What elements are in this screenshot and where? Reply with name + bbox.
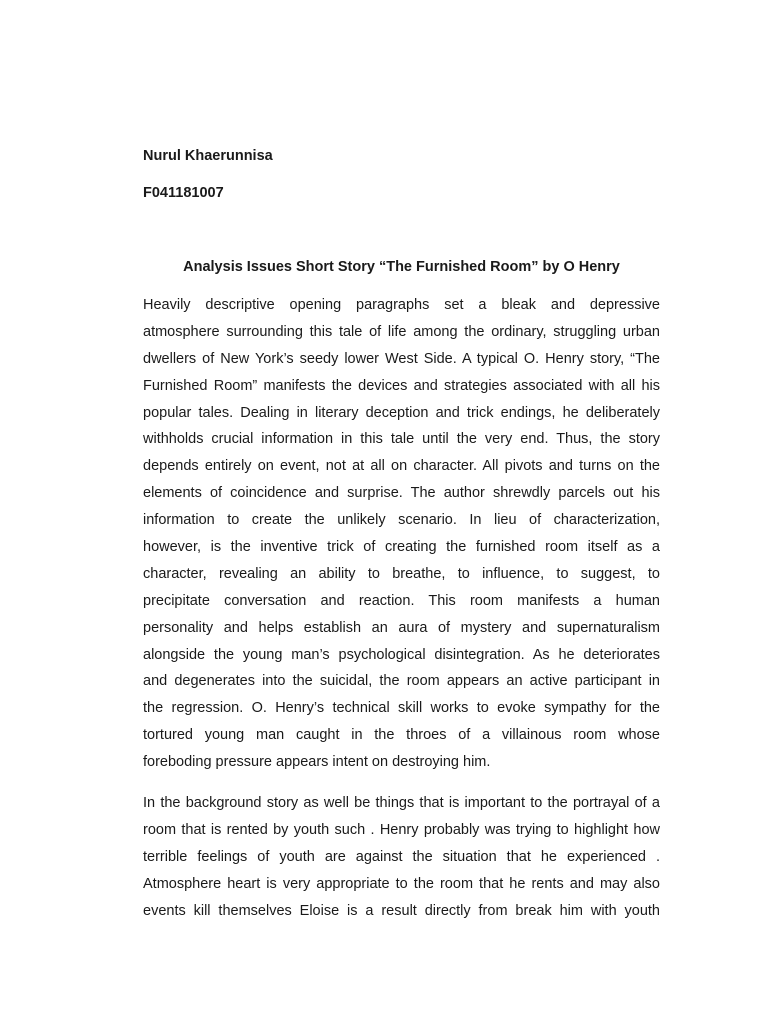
paragraph-line: Atmosphere heart is very appropriate to the room that he rents and may also [143,875,660,892]
paragraph-line: room that is rented by youth such . Henry probably was trying to highlight how [143,821,660,838]
paragraph [143,292,660,776]
paragraph-line: alongside the young man’s psychological disintegration. As he deteriorates [143,646,660,663]
paragraph-line: terrible feelings of youth are against the situation that he experienced . [143,848,660,865]
author-name: Nurul Khaerunnisa [143,148,273,164]
paragraph-line: Heavily descriptive opening paragraphs set a bleak and depressive [143,297,660,313]
paragraph-line: tortured young man caught in the throes of a villainous room whose [143,727,660,744]
student-id: F041181007 [143,185,224,201]
paragraph-line: precipitate conversation and reaction. This room manifests a human [143,592,660,609]
paragraph-line: depends entirely on event, not at all on character. All pivots and turns on the [143,458,660,475]
paragraph-line: character, revealing an ability to breathe, to influence, to suggest, to [143,565,660,582]
paragraph-line: information to create the unlikely scenario. In lieu of characterization, [143,512,660,529]
paragraph-line: events kill themselves Eloise is a result directly from break him with youth [143,902,660,919]
paragraph-line: In the background story as well be things that is important to the portrayal of a [143,795,660,812]
paragraph-line: Furnished Room” manifests the devices and strategies associated with all his [143,377,660,394]
paragraph-line: the regression. O. Henry’s technical skill works to evoke sympathy for the [143,700,660,717]
paragraph-line: personality and helps establish an aura of mystery and supernaturalism [143,619,660,636]
paragraph-line: elements of coincidence and surprise. The author shrewdly parcels out his [143,485,660,502]
essay-title: Analysis Issues Short Story “The Furnished Room” by O Henry [183,259,620,275]
paragraph-line: dwellers of New York’s seedy lower West Side. A typical O. Henry story, “The [143,350,660,367]
paragraph-line: however, is the inventive trick of creating the furnished room itself as a [143,539,660,556]
paragraph-line: atmosphere surrounding this tale of life among the ordinary, struggling urban [143,323,660,340]
paragraph-line: popular tales. Dealing in literary deception and trick endings, he deliberately [143,404,660,421]
paragraph-line: and degenerates into the suicidal, the room appears an active participant in [143,673,660,690]
paragraph-line: withholds crucial information in this tale until the very end. Thus, the story [143,431,660,448]
paragraph [143,790,660,924]
essay-body [143,292,660,924]
paragraph-line: foreboding pressure appears intent on destroying him. [143,754,491,771]
